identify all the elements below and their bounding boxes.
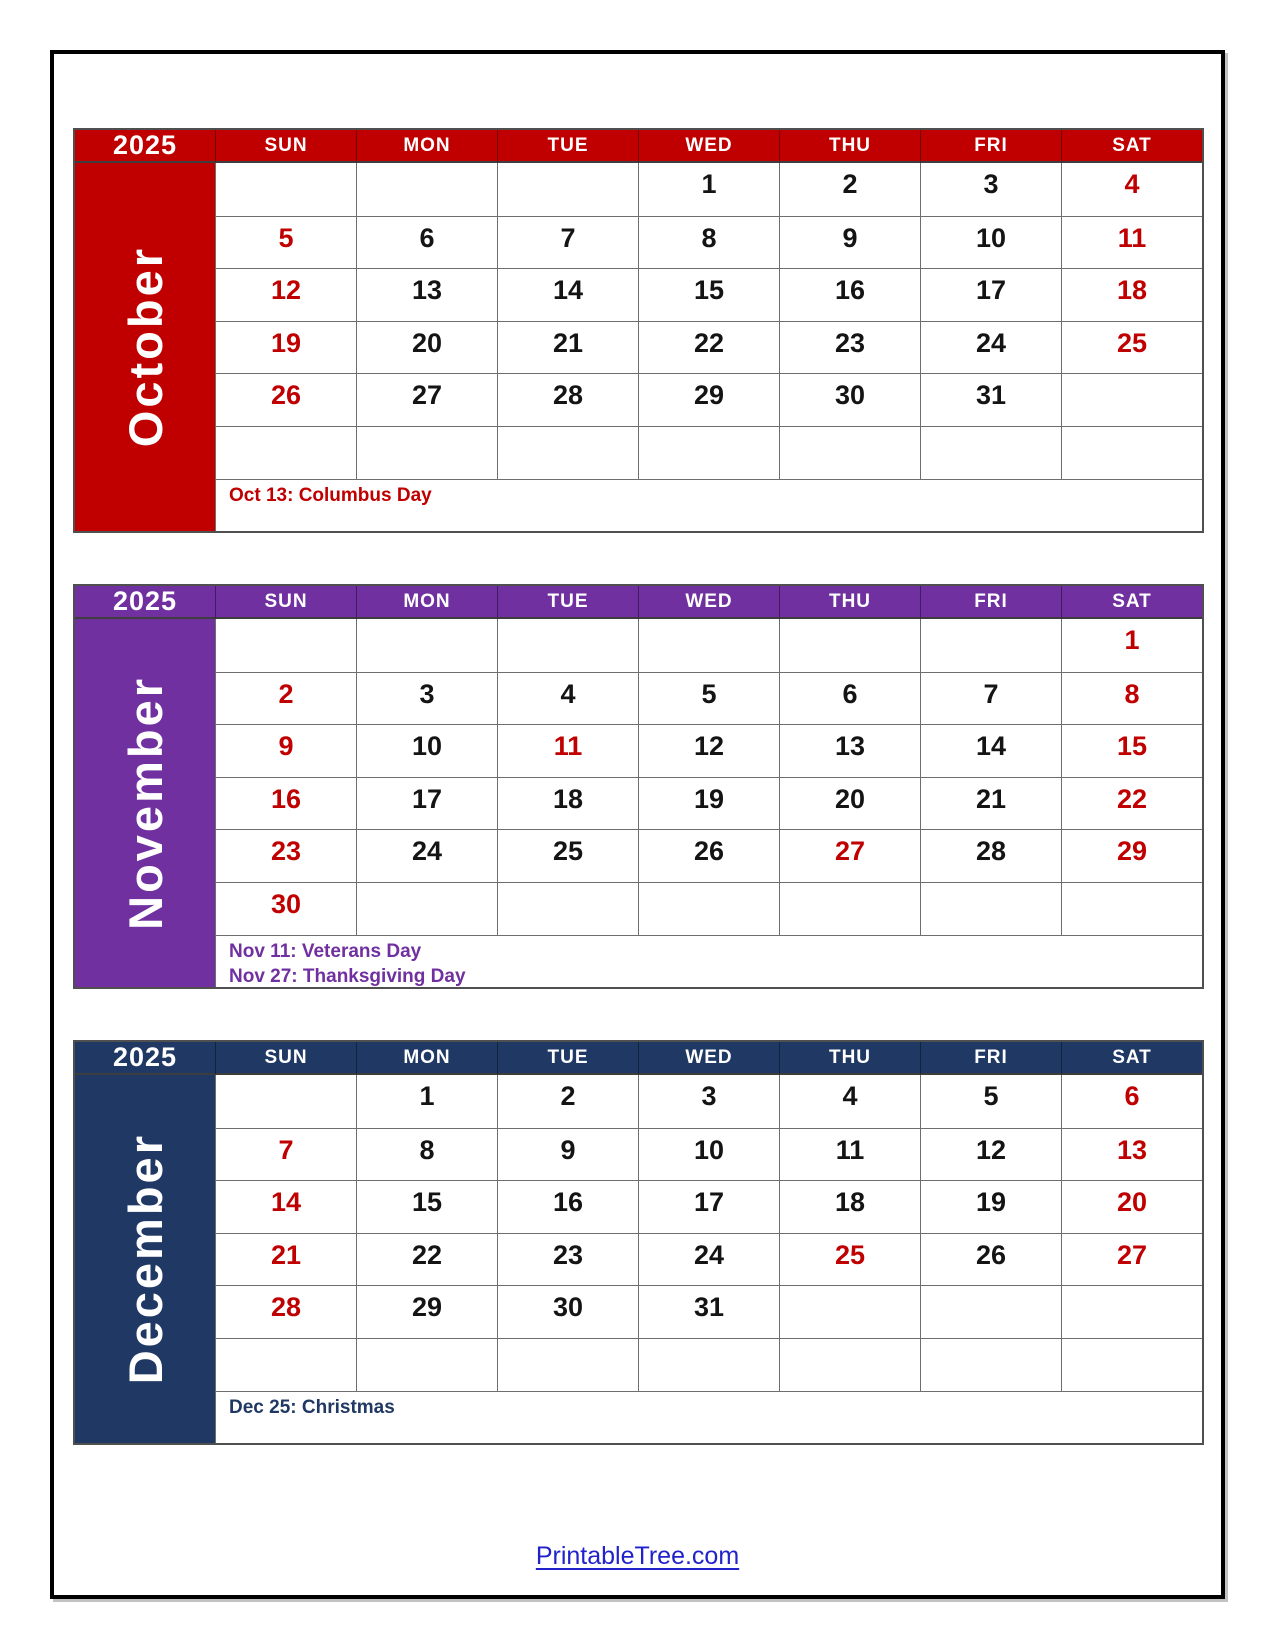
- footer-link[interactable]: PrintableTree.com: [535, 1542, 740, 1570]
- holiday-notes: [215, 935, 1202, 987]
- day-cell: 17: [356, 777, 497, 830]
- day-cell: 12: [215, 268, 356, 321]
- weekday-header-tue: TUE: [497, 586, 638, 619]
- day-cell: 27: [356, 373, 497, 426]
- day-cell: 28: [215, 1285, 356, 1338]
- day-cell-empty: [356, 619, 497, 672]
- day-cell: 2: [215, 672, 356, 725]
- day-cell: 15: [638, 268, 779, 321]
- weekday-header-thu: THU: [779, 586, 920, 619]
- day-cell: 22: [638, 321, 779, 374]
- day-cell: 11: [497, 724, 638, 777]
- weekday-header-mon: MON: [356, 1042, 497, 1075]
- day-cell: 10: [356, 724, 497, 777]
- day-cell-empty: [497, 426, 638, 479]
- day-cell: 22: [1061, 777, 1202, 830]
- day-cell: 17: [638, 1180, 779, 1233]
- weekday-header-thu: THU: [779, 130, 920, 163]
- day-cell: 5: [638, 672, 779, 725]
- day-cell-empty: [497, 619, 638, 672]
- day-cell-empty: [920, 1338, 1061, 1391]
- day-cell: 24: [356, 829, 497, 882]
- footer: [50, 1542, 1225, 1571]
- day-cell: 28: [497, 373, 638, 426]
- day-cell-empty: [779, 619, 920, 672]
- weekday-header-tue: TUE: [497, 1042, 638, 1075]
- day-cell: 1: [356, 1075, 497, 1128]
- day-cell: 31: [638, 1285, 779, 1338]
- day-cell: 25: [779, 1233, 920, 1286]
- day-cell: 29: [638, 373, 779, 426]
- day-cell: 16: [497, 1180, 638, 1233]
- weekday-header-fri: FRI: [920, 130, 1061, 163]
- month-label-block: [75, 163, 215, 531]
- day-cell-empty: [215, 1075, 356, 1128]
- day-cell: 19: [215, 321, 356, 374]
- day-cell-empty: [638, 1338, 779, 1391]
- day-cell-empty: [497, 163, 638, 216]
- day-cell: 19: [638, 777, 779, 830]
- day-cell: 15: [356, 1180, 497, 1233]
- day-cell: 7: [215, 1128, 356, 1181]
- weekday-header-wed: WED: [638, 1042, 779, 1075]
- day-cell-empty: [779, 882, 920, 935]
- day-cell: 13: [779, 724, 920, 777]
- weekday-header-sun: SUN: [215, 1042, 356, 1075]
- day-cell: 24: [638, 1233, 779, 1286]
- day-cell: 3: [356, 672, 497, 725]
- day-cell-empty: [356, 426, 497, 479]
- day-cell: 9: [779, 216, 920, 269]
- day-cell: 19: [920, 1180, 1061, 1233]
- day-cell: 30: [497, 1285, 638, 1338]
- day-cell: 10: [920, 216, 1061, 269]
- day-cell: 6: [1061, 1075, 1202, 1128]
- day-cell: 12: [920, 1128, 1061, 1181]
- day-cell: 4: [497, 672, 638, 725]
- day-cell-empty: [920, 1285, 1061, 1338]
- day-cell: 10: [638, 1128, 779, 1181]
- day-cell: 1: [1061, 619, 1202, 672]
- day-cell: 11: [1061, 216, 1202, 269]
- day-cell: 9: [215, 724, 356, 777]
- month-label: December: [118, 1133, 172, 1385]
- day-cell: 14: [497, 268, 638, 321]
- day-cell-empty: [920, 619, 1061, 672]
- day-cell: 1: [638, 163, 779, 216]
- day-cell-empty: [356, 1338, 497, 1391]
- day-cell: 20: [356, 321, 497, 374]
- year-label: 2025: [75, 1042, 215, 1075]
- calendar-december: [73, 1040, 1204, 1445]
- day-cell: 2: [497, 1075, 638, 1128]
- day-cell-empty: [638, 882, 779, 935]
- day-cell: 2: [779, 163, 920, 216]
- month-label-block: [75, 619, 215, 987]
- day-cell: 30: [779, 373, 920, 426]
- weekday-header-wed: WED: [638, 130, 779, 163]
- day-cell: 12: [638, 724, 779, 777]
- holiday-notes: [215, 1391, 1202, 1443]
- day-cell: 23: [779, 321, 920, 374]
- day-cell: 4: [779, 1075, 920, 1128]
- day-cell: 29: [1061, 829, 1202, 882]
- day-cell: 17: [920, 268, 1061, 321]
- month-label: November: [118, 675, 172, 930]
- day-cell: 5: [215, 216, 356, 269]
- weekday-header-sun: SUN: [215, 130, 356, 163]
- weekday-header-sat: SAT: [1061, 586, 1202, 619]
- day-cell-empty: [920, 882, 1061, 935]
- day-cell: 25: [497, 829, 638, 882]
- day-cell: 13: [356, 268, 497, 321]
- day-cell: 21: [215, 1233, 356, 1286]
- weekday-header-wed: WED: [638, 586, 779, 619]
- weekday-header-sat: SAT: [1061, 130, 1202, 163]
- holiday-note: Dec 25: Christmas: [229, 1396, 395, 1418]
- day-cell: 3: [638, 1075, 779, 1128]
- day-cell: 20: [779, 777, 920, 830]
- day-cell: 23: [497, 1233, 638, 1286]
- day-cell: 7: [920, 672, 1061, 725]
- weekday-header-tue: TUE: [497, 130, 638, 163]
- day-cell-empty: [1061, 373, 1202, 426]
- day-cell: 6: [779, 672, 920, 725]
- day-cell: 5: [920, 1075, 1061, 1128]
- day-cell-empty: [638, 426, 779, 479]
- month-label-block: [75, 1075, 215, 1443]
- weekday-header-fri: FRI: [920, 586, 1061, 619]
- day-cell: 27: [779, 829, 920, 882]
- day-cell-empty: [1061, 1285, 1202, 1338]
- day-cell: 3: [920, 163, 1061, 216]
- day-cell: 22: [356, 1233, 497, 1286]
- day-cell-empty: [215, 1338, 356, 1391]
- day-cell: 4: [1061, 163, 1202, 216]
- day-cell: 16: [215, 777, 356, 830]
- day-cell: 21: [497, 321, 638, 374]
- day-cell-empty: [779, 1338, 920, 1391]
- day-cell: 8: [356, 1128, 497, 1181]
- day-cell-empty: [779, 1285, 920, 1338]
- day-cell: 15: [1061, 724, 1202, 777]
- calendar-november: [73, 584, 1204, 989]
- year-label: 2025: [75, 586, 215, 619]
- day-cell: 30: [215, 882, 356, 935]
- day-cell-empty: [356, 163, 497, 216]
- day-cell-empty: [215, 426, 356, 479]
- day-cell: 8: [638, 216, 779, 269]
- weekday-header-fri: FRI: [920, 1042, 1061, 1075]
- day-cell: 6: [356, 216, 497, 269]
- day-cell: 14: [215, 1180, 356, 1233]
- day-cell: 11: [779, 1128, 920, 1181]
- day-cell-empty: [779, 426, 920, 479]
- day-cell: 18: [779, 1180, 920, 1233]
- day-cell: 9: [497, 1128, 638, 1181]
- holiday-note: Nov 27: Thanksgiving Day: [229, 965, 466, 987]
- day-cell-empty: [638, 619, 779, 672]
- day-cell-empty: [497, 1338, 638, 1391]
- day-cell: 28: [920, 829, 1061, 882]
- weekday-header-sun: SUN: [215, 586, 356, 619]
- holiday-note: Oct 13: Columbus Day: [229, 484, 432, 506]
- weekday-header-mon: MON: [356, 586, 497, 619]
- day-cell-empty: [497, 882, 638, 935]
- weekday-header-thu: THU: [779, 1042, 920, 1075]
- day-cell: 26: [638, 829, 779, 882]
- day-cell-empty: [920, 426, 1061, 479]
- day-cell: 29: [356, 1285, 497, 1338]
- day-cell: 24: [920, 321, 1061, 374]
- holiday-notes: [215, 479, 1202, 531]
- day-cell-empty: [1061, 426, 1202, 479]
- day-cell: 18: [1061, 268, 1202, 321]
- day-cell: 25: [1061, 321, 1202, 374]
- year-label: 2025: [75, 130, 215, 163]
- day-cell: 26: [215, 373, 356, 426]
- day-cell-empty: [1061, 882, 1202, 935]
- day-cell: 27: [1061, 1233, 1202, 1286]
- month-label: October: [118, 246, 172, 448]
- weekday-header-sat: SAT: [1061, 1042, 1202, 1075]
- day-cell-empty: [215, 619, 356, 672]
- calendar-october: [73, 128, 1204, 533]
- weekday-header-mon: MON: [356, 130, 497, 163]
- day-cell: 13: [1061, 1128, 1202, 1181]
- day-cell: 21: [920, 777, 1061, 830]
- day-cell: 23: [215, 829, 356, 882]
- day-cell: 20: [1061, 1180, 1202, 1233]
- day-cell: 7: [497, 216, 638, 269]
- day-cell: 16: [779, 268, 920, 321]
- day-cell: 8: [1061, 672, 1202, 725]
- day-cell: 18: [497, 777, 638, 830]
- day-cell-empty: [356, 882, 497, 935]
- day-cell: 31: [920, 373, 1061, 426]
- day-cell-empty: [1061, 1338, 1202, 1391]
- day-cell: 26: [920, 1233, 1061, 1286]
- day-cell-empty: [215, 163, 356, 216]
- holiday-note: Nov 11: Veterans Day: [229, 940, 422, 962]
- day-cell: 14: [920, 724, 1061, 777]
